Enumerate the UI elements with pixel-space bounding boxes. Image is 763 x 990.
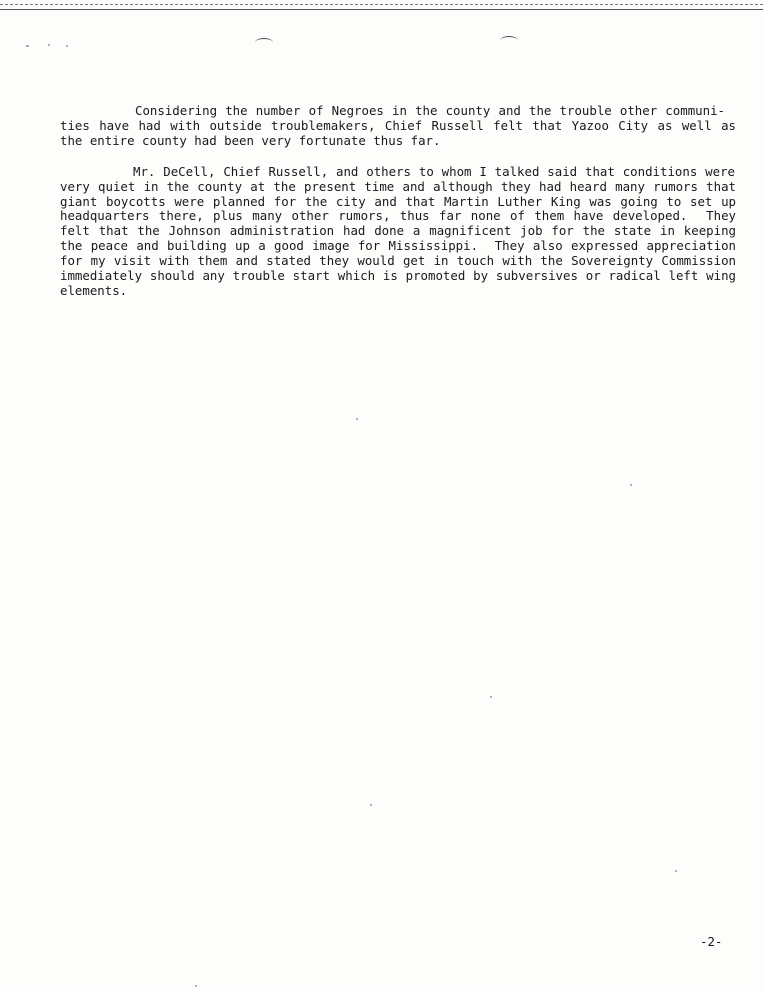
text-line: felt that the Johnson administration had done a magnificent job for the state in keeping [60, 223, 736, 238]
scan-speck [66, 45, 68, 47]
scan-speck [675, 870, 677, 872]
scan-speck [26, 45, 29, 47]
text-line: the peace and building up a good image for Mississippi. They also expressed appreciation [60, 238, 736, 253]
scan-mark [500, 36, 518, 45]
top-edge-line [0, 9, 763, 10]
text-line: Mr. DeCell, Chief Russell, and others to whom I talked said that conditions were [133, 164, 735, 179]
top-edge-rule [0, 4, 763, 5]
scan-speck [195, 985, 197, 987]
scan-speck [356, 418, 358, 420]
scan-speck [490, 696, 492, 698]
page-number: -2- [700, 934, 723, 949]
text-line: very quiet in the county at the present time and although they had heard many rumors that [60, 179, 736, 194]
text-line: ties have had with outside troublemakers, Chief Russell felt that Yazoo City as well as [60, 118, 736, 133]
text-line: Considering the number of Negroes in the county and the trouble other communi- [135, 103, 725, 118]
text-line: the entire county had been very fortunate thus far. [60, 133, 441, 148]
scan-speck [48, 44, 50, 46]
text-line: elements. [60, 283, 128, 298]
text-line: headquarters there, plus many other rumors, thus far none of them have developed. They [60, 208, 736, 223]
text-line: giant boycotts were planned for the city and that Martin Luther King was going to set up [60, 194, 736, 209]
text-line: immediately should any trouble start which is promoted by subversives or radical left wing [60, 268, 736, 283]
scan-mark [255, 38, 273, 47]
scan-speck [630, 484, 632, 486]
scan-speck [370, 804, 372, 806]
text-line: for my visit with them and stated they would get in touch with the Sovereignty Commission [60, 253, 736, 268]
